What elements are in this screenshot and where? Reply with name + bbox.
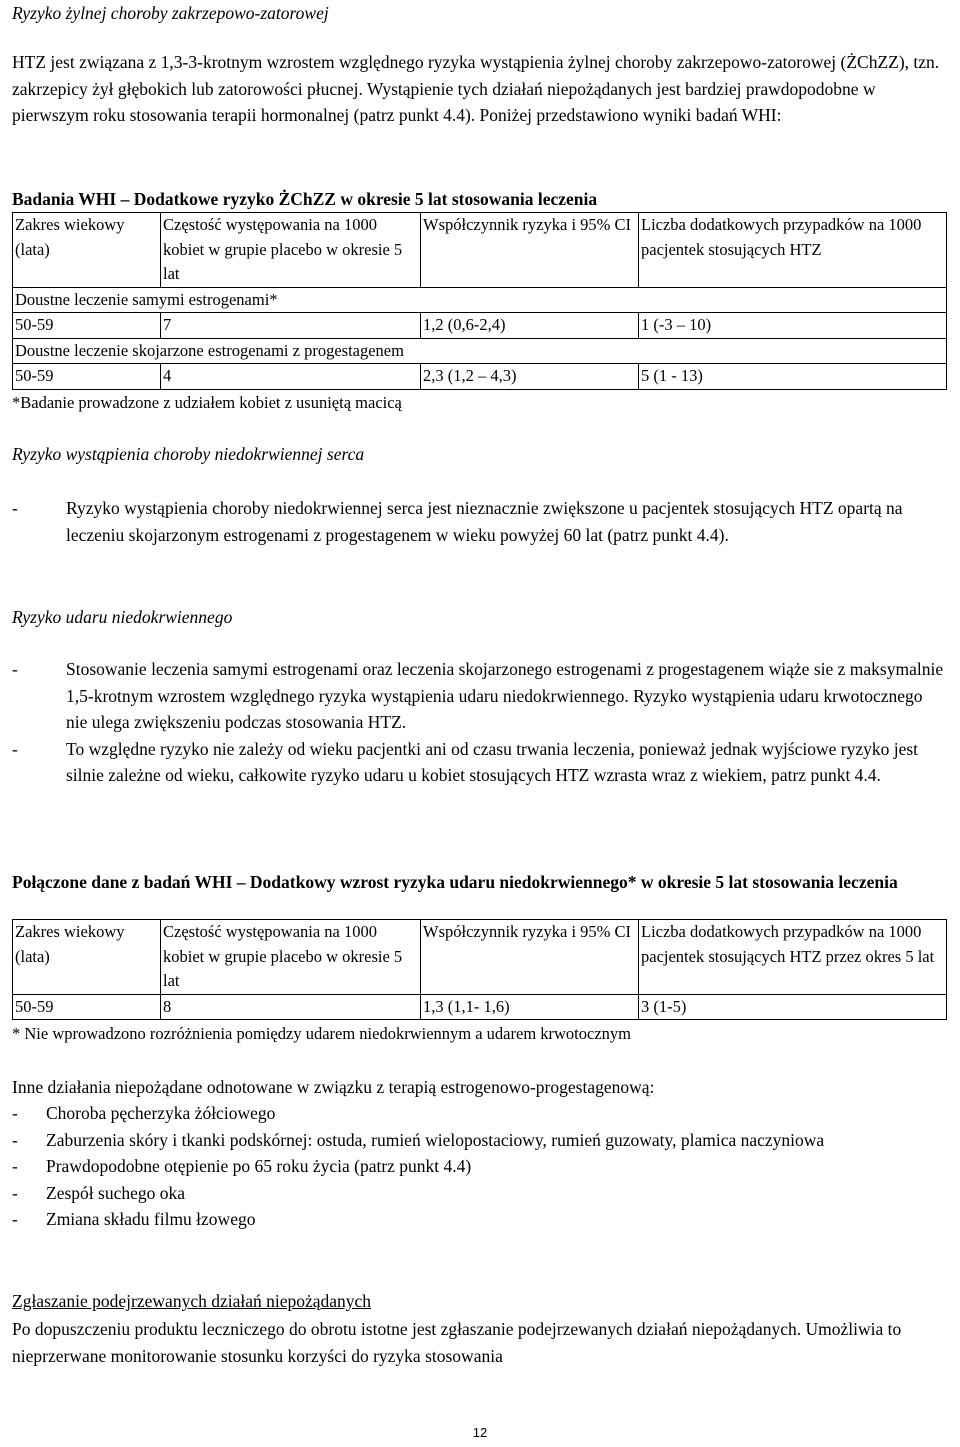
table-cell: 7 [161,313,421,339]
list-item [12,495,948,548]
table-cell: 5 (1 - 13) [639,364,947,390]
table-row [13,313,947,339]
list-item [12,1206,948,1233]
group-label: Doustne leczenie skojarzone estrogenami z progestagenem [13,338,947,364]
table-row [13,994,947,1020]
list-item-text: Zmiana składu filmu łzowego [46,1209,256,1229]
table-cell: 3 (1-5) [639,994,947,1020]
table-header-row [13,920,947,995]
list-stroke [12,656,948,789]
table2-footnote: * Nie wprowadzono rozróżnienia pomiędzy udarem niedokrwiennym a udarem krwotocznym [12,1024,631,1043]
table-cell: 1,3 (1,1- 1,6) [421,994,639,1020]
header-cell: Zakres wiekowy (lata) [13,920,161,995]
table-cell: 1,2 (0,6-2,4) [421,313,639,339]
list-item-text: Stosowanie leczenia samymi estrogenami oraz leczenia skojarzonego estrogenami z progestagenem wiąże sie z maksymalnie 1,5-krotnym wzrostem względnego ryzyka wystąpienia udaru niedokrwiennego. Ryzyko wystąpienia udaru krwotocznego nie ulega zwiększeniu podczas stosowania HTZ. [66,659,944,732]
table-header-row [13,213,947,288]
list-item [12,1180,948,1207]
table-cell: 50-59 [13,313,161,339]
list-other-effects [12,1100,948,1233]
paragraph-reporting: Po dopuszczeniu produktu leczniczego do obrotu istotne jest zgłaszanie podejrzewanych działań niepożądanych. Umożliwia to nieprzerwane monitorowanie stosunku korzyści do ryzyka stosowania [12,1319,902,1366]
table1-footnote: *Badanie prowadzone z udziałem kobiet z usuniętą macicą [12,393,402,412]
table-cell: 4 [161,364,421,390]
header-cell: Częstość występowania na 1000 kobiet w grupie placebo w okresie 5 lat [161,920,421,995]
section-title-reporting: Zgłaszanie podejrzewanych działań niepożądanych [12,1291,372,1311]
table-cell: 50-59 [13,994,161,1020]
table-group-row [13,287,947,313]
list-item-text: Zaburzenia skóry i tkanki podskórnej: ostuda, rumień wielopostaciowy, rumień guzowaty, plamica naczyniowa [46,1129,825,1150]
section-title-chd: Ryzyko wystąpienia choroby niedokrwiennej serca [12,444,365,464]
table-vte-risk [12,212,947,390]
table1-title: Badania WHI – Dodatkowe ryzyko ŻChZZ w okresie 5 lat stosowania leczenia [12,189,598,209]
list-item [12,1100,948,1127]
dash-bullet: - [12,659,18,679]
header-cell: Zakres wiekowy (lata) [13,213,161,288]
page-number: 12 [472,1425,488,1440]
list-chd [12,495,948,548]
dash-bullet: - [12,1182,18,1203]
list-item [12,736,948,789]
dash-bullet: - [12,498,18,518]
table-cell: 1 (-3 – 10) [639,313,947,339]
dash-bullet: - [12,738,18,759]
section-title-stroke: Ryzyko udaru niedokrwiennego [12,607,233,627]
list-item [12,1153,948,1180]
group-label: Doustne leczenie samymi estrogenami* [13,287,947,313]
section-title-vte: Ryzyko żylnej choroby zakrzepowo-zatorowej [12,3,329,23]
dash-bullet: - [12,1156,18,1176]
table-stroke-risk [12,919,947,1020]
list-item-text: Choroba pęcherzyka żółciowego [46,1103,276,1123]
dash-bullet: - [12,1209,18,1229]
header-cell: Liczba dodatkowych przypadków na 1000 pacjentek stosujących HTZ [639,213,947,288]
list-item-text: Ryzyko wystąpienia choroby niedokrwiennej serca jest nieznacznie zwiększone u pacjentek stosujących HTZ opartą na leczeniu skojarzonym estrogenami z progestagenem w wieku powyżej 60 lat (patrz punkt 4.4). [66,498,903,545]
header-cell: Współczynnik ryzyka i 95% CI [421,213,639,288]
table-cell: 50-59 [13,364,161,390]
list-item-text: Zespół suchego oka [46,1182,185,1203]
other-effects-intro: Inne działania niepożądane odnotowane w związku z terapią estrogenowo-progestagenową: [12,1077,655,1097]
header-cell: Liczba dodatkowych przypadków na 1000 pacjentek stosujących HTZ przez okres 5 lat [639,920,947,995]
paragraph-vte: HTZ jest związana z 1,3-3-krotnym wzrostem względnego ryzyka wystąpienia żylnej choroby zakrzepowo-zatorowej (ŻChZZ), tzn. zakrzepicy żył głębokich lub zatorowości płucnej. Wystąpienie tych działań niepożądanych jest bardziej prawdopodobne w pierwszym roku stosowania terapii hormonalnej (patrz punkt 4.4). Poniżej przedstawiono wyniki badań WHI: [12,52,940,125]
table-group-row [13,338,947,364]
list-item-text: Prawdopodobne otępienie po 65 roku życia (patrz punkt 4.4) [46,1156,472,1176]
list-item [12,1127,948,1154]
list-item-text: To względne ryzyko nie zależy od wieku pacjentki ani od czasu trwania leczenia, ponieważ jednak wyjściowe ryzyko jest silnie zależne od wieku, całkowite ryzyko udaru u kobiet stosujących HTZ wzrasta wraz z wiekiem, patrz punkt 4.4. [66,738,919,785]
header-cell: Współczynnik ryzyka i 95% CI [421,920,639,995]
table-row [13,364,947,390]
table-cell: 8 [161,994,421,1020]
header-cell: Częstość występowania na 1000 kobiet w grupie placebo w okresie 5 lat [161,213,421,288]
table2-title: Połączone dane z badań WHI – Dodatkowy wzrost ryzyka udaru niedokrwiennego* w okresie 5 lat stosowania leczenia [12,872,898,892]
list-item [12,656,948,736]
table-cell: 2,3 (1,2 – 4,3) [421,364,639,390]
dash-bullet: - [12,1129,18,1150]
dash-bullet: - [12,1103,18,1123]
